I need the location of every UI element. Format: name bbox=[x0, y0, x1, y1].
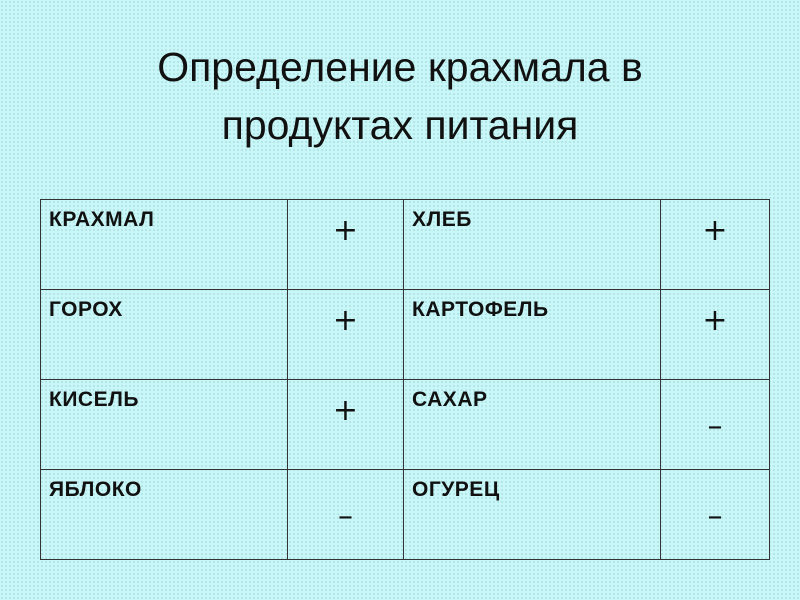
result-cell bbox=[661, 290, 770, 380]
product-name-cell: ОГУРЕЦ bbox=[404, 470, 661, 560]
product-name-cell: ЯБЛОКО bbox=[41, 470, 288, 560]
result-cell bbox=[661, 380, 770, 470]
result-mark: + bbox=[702, 213, 728, 248]
starch-test-table bbox=[40, 199, 770, 560]
result-cell bbox=[661, 200, 770, 290]
result-mark: + bbox=[702, 303, 728, 338]
result-mark: + bbox=[332, 393, 359, 428]
table-row bbox=[41, 200, 770, 290]
result-mark: + bbox=[332, 303, 359, 338]
table-row bbox=[41, 290, 770, 380]
product-name-cell: КИСЕЛЬ bbox=[41, 380, 288, 470]
result-mark: – bbox=[707, 409, 723, 444]
result-cell bbox=[288, 200, 404, 290]
result-cell bbox=[661, 470, 770, 560]
product-name-cell: ГОРОХ bbox=[41, 290, 288, 380]
result-mark: – bbox=[338, 499, 353, 534]
result-cell bbox=[288, 290, 404, 380]
slide-title-line-1: Определение крахмала в bbox=[157, 44, 643, 90]
table-row bbox=[41, 380, 770, 470]
result-mark: – bbox=[707, 499, 723, 534]
result-mark: + bbox=[332, 213, 359, 248]
slide-title-line-2: продуктах питания bbox=[221, 102, 579, 148]
product-name-cell: КРАХМАЛ bbox=[41, 200, 288, 290]
slide-title bbox=[0, 38, 800, 154]
result-cell bbox=[288, 380, 404, 470]
result-cell bbox=[288, 470, 404, 560]
product-name-cell: ХЛЕБ bbox=[404, 200, 661, 290]
product-name-cell: САХАР bbox=[404, 380, 661, 470]
table-row bbox=[41, 470, 770, 560]
product-name-cell: КАРТОФЕЛЬ bbox=[404, 290, 661, 380]
